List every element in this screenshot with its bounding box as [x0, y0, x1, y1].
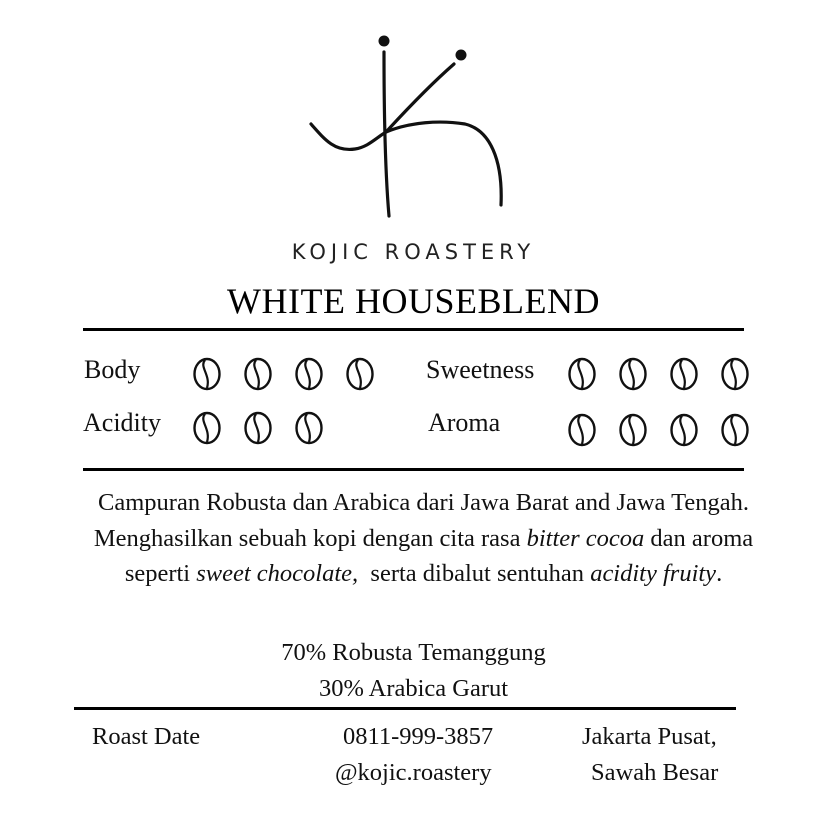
rating-sweetness: [566, 357, 751, 391]
description-italic-note: acidity fruity: [590, 560, 717, 587]
location-city: Jakarta Pusat,: [582, 723, 717, 750]
coffee-bean-icon: [293, 357, 325, 391]
composition-robusta: 70% Robusta Temanggung: [281, 639, 546, 666]
rating-body: [191, 357, 376, 391]
coffee-bean-icon: [617, 357, 649, 391]
description-italic-note: sweet chocolate,: [196, 560, 359, 587]
instagram-handle: @kojic.roastery: [335, 759, 492, 786]
coffee-bean-icon: [242, 411, 274, 445]
rating-acidity: [191, 411, 325, 445]
attribute-label-sweetness: Sweetness: [426, 355, 535, 384]
attribute-label-aroma: Aroma: [428, 408, 501, 437]
description-text: .: [716, 560, 723, 587]
roast-date-label: Roast Date: [92, 723, 201, 750]
k-monogram-logo-icon: [290, 20, 530, 240]
divider-bottom: [74, 707, 736, 710]
description-italic-note: bitter cocoa: [526, 524, 645, 552]
coffee-bean-icon: [566, 413, 598, 447]
blend-description: [80, 485, 767, 592]
attribute-label-body: Body: [84, 355, 141, 384]
coffee-bean-icon: [293, 411, 325, 445]
coffee-bean-icon: [668, 357, 700, 391]
coffee-bean-icon: [191, 357, 223, 391]
attribute-label-acidity: Acidity: [83, 408, 161, 437]
rating-aroma: [566, 413, 751, 447]
brand-name: KOJIC ROASTERY: [291, 240, 536, 264]
coffee-bean-icon: [191, 411, 223, 445]
phone-number: 0811-999-3857: [343, 723, 494, 750]
divider-top: [83, 328, 744, 331]
coffee-bean-icon: [617, 413, 649, 447]
description-text: dan aroma seperti: [124, 524, 754, 587]
location-district: Sawah Besar: [591, 759, 719, 786]
composition-arabica: 30% Arabica Garut: [318, 675, 509, 702]
description-text: Campuran Robusta dan Arabica dari Jawa Barat and Jawa Tengah. Menghasilkan sebuah kopi dengan cita rasa: [93, 489, 749, 552]
description-text: serta dibalut sentuhan: [358, 560, 591, 587]
coffee-bean-icon: [242, 357, 274, 391]
coffee-bean-icon: [719, 413, 751, 447]
coffee-bean-icon: [566, 357, 598, 391]
coffee-bean-icon: [719, 357, 751, 391]
coffee-bean-icon: [344, 357, 376, 391]
product-title: WHITE HOUSEBLEND: [227, 281, 600, 321]
divider-middle: [83, 468, 744, 471]
coffee-bean-icon: [668, 413, 700, 447]
